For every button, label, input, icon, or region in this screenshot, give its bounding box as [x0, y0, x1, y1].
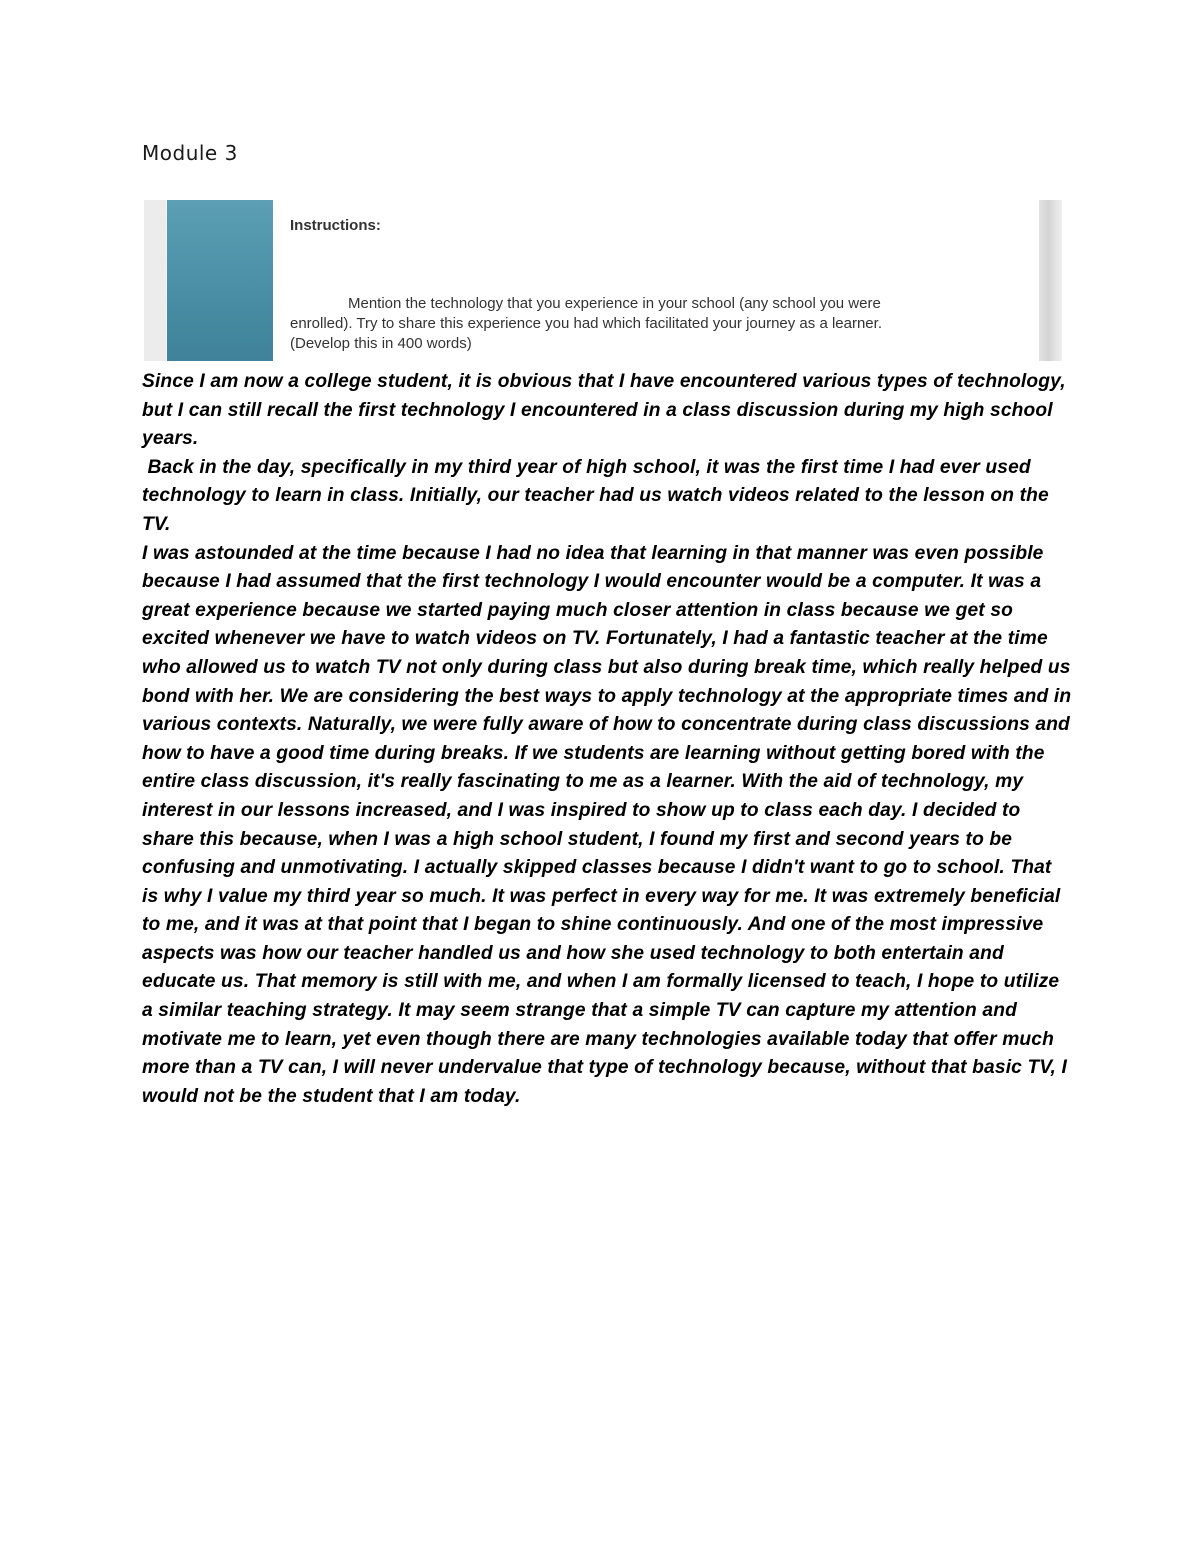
- essay-paragraph: Back in the day, specifically in my third year of high school, it was the first time I had ever used technology to learn in class. Initially, our teacher had us watch videos related to the lesson on the TV.: [142, 456, 1055, 535]
- instructions-right-scrollbar: [1039, 200, 1062, 361]
- instructions-title: Instructions:: [290, 217, 381, 234]
- essay-paragraph: I was astounded at the time because I had no idea that learning in that manner was even possible because I had assumed that the first technology I would encounter would be a computer. It was a great experience because we started paying much closer attention in class because we get so excited whenever we have to watch videos on TV. Fortunately, I had a fantastic teacher at the time who allowed us to watch TV not only during class but also during break time, which really helped us bond with her. We are considering the best ways to apply technology at the appropriate times and in various contexts. Naturally, we were fully aware of how to concentrate during class discussions and how to have a good time during breaks. If we students are learning without getting bored with the entire class discussion, it's really fascinating to me as a learner. With the aid of technology, my interest in our lessons increased, and I was inspired to show up to class each day. I decided to share this because, when I was a high school student, I found my first and second years to be confusing and unmotivating. I actually skipped classes because I didn't want to go to school. That is why I value my third year so much. It was perfect in every way for me. It was extremely beneficial to me, and it was at that point that I began to shine continuously. And one of the most impressive aspects was how our teacher handled us and how she used technology to both entertain and educate us. That memory is still with me, and when I am formally licensed to teach, I hope to utilize a similar teaching strategy. It may seem strange that a simple TV can capture my attention and motivate me to learn, yet even though there are many technologies available today that offer much more than a TV can, I will never undervalue that type of technology because, without that basic TV, I would not be the student that I am today.: [142, 542, 1072, 1107]
- instructions-screenshot: [144, 200, 1062, 361]
- instructions-line-2: enrolled). Try to share this experience you had which facilitated your journey as a learner.: [290, 315, 882, 332]
- instructions-accent-panel: [167, 200, 273, 361]
- essay-paragraph: Since I am now a college student, it is obvious that I have encountered various types of technology, but I can still recall the first technology I encountered in a class discussion during my high school years.: [142, 371, 1066, 450]
- instructions-left-border: [144, 200, 166, 361]
- page-title: Module 3: [142, 141, 238, 165]
- instructions-line-1: Mention the technology that you experience in your school (any school you were: [348, 295, 881, 312]
- instructions-text: [290, 294, 1010, 354]
- essay-body: [142, 368, 1072, 1111]
- instructions-content: [273, 200, 1039, 361]
- instructions-line-3: (Develop this in 400 words): [290, 335, 472, 352]
